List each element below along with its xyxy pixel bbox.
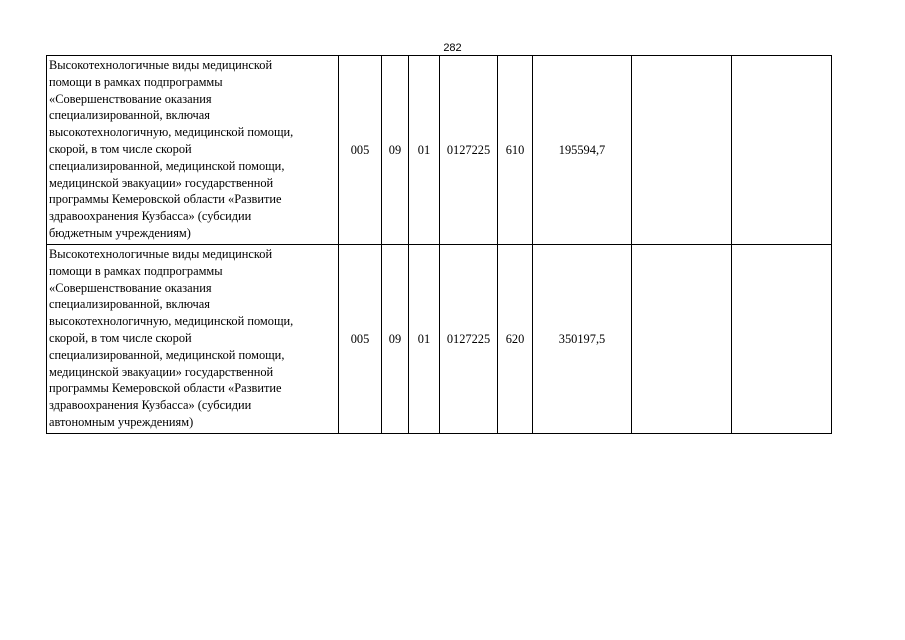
table-row [47,245,832,434]
amount: 195594,7 [533,56,632,245]
subsection-code: 01 [409,245,440,434]
page-number: 282 [443,42,462,54]
extra-column-2 [732,245,832,434]
table-row [47,56,832,245]
section-code: 09 [382,56,409,245]
extra-column-2 [732,56,832,245]
row-description: Высокотехнологичные виды медицинской помощи в рамках подпрограммы «Совершенствование оказания специализированной, включая высокотехнологичную, медицинской помощи, скорой, в том числе скорой специализированной, медицинской помощи, медицинской эвакуации» государственной программы Кемеровской области «Развитие здравоохранения Кузбасса» (субсидии автономным учреждениям) [47,245,339,434]
extra-column-1 [632,245,732,434]
ministry-code: 005 [339,245,382,434]
amount: 350197,5 [533,245,632,434]
expense-type-code: 620 [498,245,533,434]
subsection-code: 01 [409,56,440,245]
expense-type-code: 610 [498,56,533,245]
target-article-code: 0127225 [440,245,498,434]
row-description: Высокотехнологичные виды медицинской помощи в рамках подпрограммы «Совершенствование оказания специализированной, включая высокотехнологичную, медицинской помощи, скорой, в том числе скорой специализированной, медицинской помощи, медицинской эвакуации» государственной программы Кемеровской области «Развитие здравоохранения Кузбасса» (субсидии бюджетным учреждениям) [47,56,339,245]
target-article-code: 0127225 [440,56,498,245]
section-code: 09 [382,245,409,434]
extra-column-1 [632,56,732,245]
ministry-code: 005 [339,56,382,245]
budget-table [46,55,832,434]
